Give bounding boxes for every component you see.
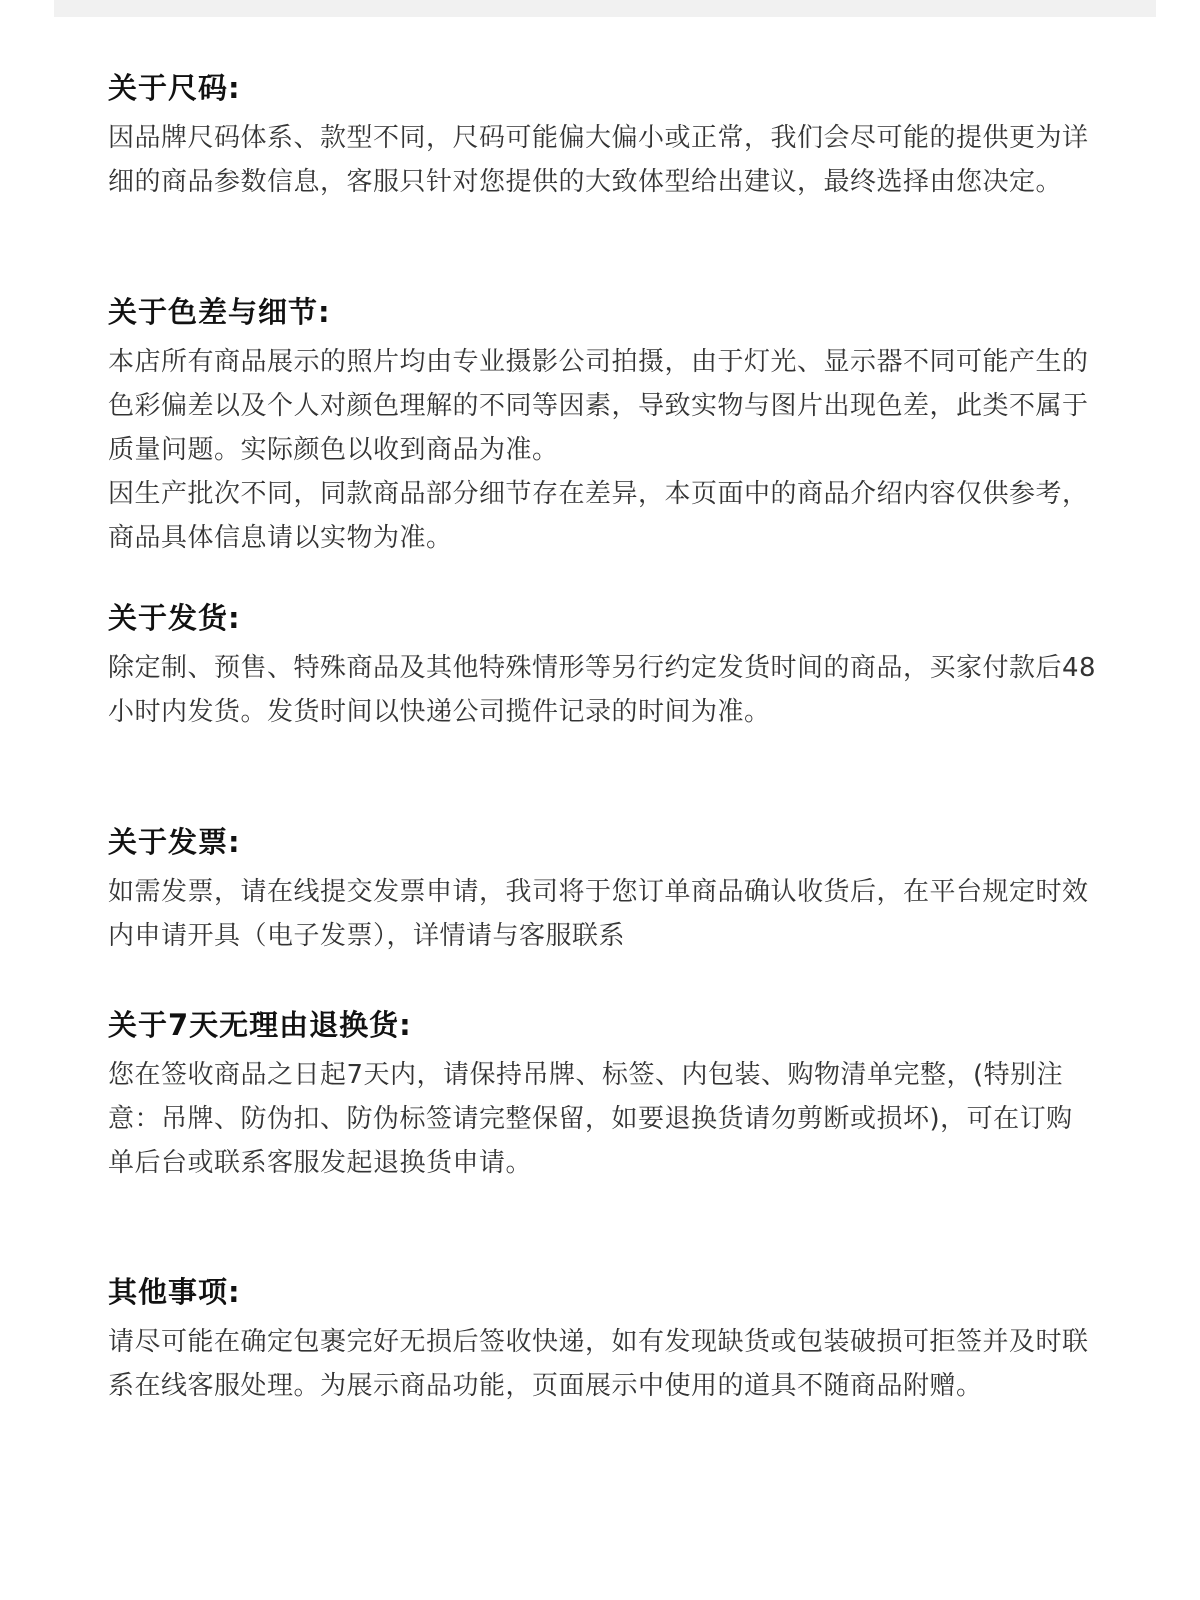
section-color-detail [108, 290, 1098, 560]
section-title-invoice: 关于发票: [108, 825, 241, 859]
section-size [108, 66, 1098, 204]
section-other [108, 1270, 1098, 1408]
section-title-shipping: 关于发货: [108, 601, 241, 635]
section-title-size: 关于尺码: [108, 71, 241, 105]
section-text-invoice: 如需发票，请在线提交发票申请，我司将于您订单商品确认收货后，在平台规定时效内申请开具（电子发票），详情请与客服联系 [108, 877, 1089, 951]
section-title-returns: 关于7天无理由退换货: [108, 1008, 412, 1042]
section-returns [108, 1003, 1098, 1185]
section-text-color: 本店所有商品展示的照片均由专业摄影公司拍摄，由于灯光、显示器不同可能产生的色彩偏差以及个人对颜色理解的不同等因素，导致实物与图片出现色差，此类不属于质量问题。实际颜色以收到商品为准。 [108, 347, 1089, 465]
section-text-other: 请尽可能在确定包裹完好无损后签收快递，如有发现缺货或包装破损可拒签并及时联系在线客服处理。为展示商品功能，页面展示中使用的道具不随商品附赠。 [108, 1327, 1089, 1401]
section-text-shipping: 除定制、预售、特殊商品及其他特殊情形等另行约定发货时间的商品，买家付款后48小时内发货。发货时间以快递公司揽件记录的时间为准。 [108, 653, 1097, 727]
section-text-returns: 您在签收商品之日起7天内，请保持吊牌、标签、内包装、购物清单完整，(特别注意：吊牌、防伪扣、防伪标签请完整保留，如要退换货请勿剪断或损坏)，可在订购单后台或联系客服发起退换货申请。 [108, 1060, 1073, 1178]
section-text-detail: 因生产批次不同，同款商品部分细节存在差异，本页面中的商品介绍内容仅供参考，商品具体信息请以实物为准。 [108, 479, 1089, 553]
top-divider-bar [54, 0, 1156, 17]
section-title-color-detail: 关于色差与细节: [108, 295, 331, 329]
section-shipping [108, 596, 1098, 734]
section-title-other: 其他事项: [108, 1275, 241, 1309]
section-invoice [108, 820, 1098, 958]
section-text-size: 因品牌尺码体系、款型不同，尺码可能偏大偏小或正常，我们会尽可能的提供更为详细的商品参数信息，客服只针对您提供的大致体型给出建议，最终选择由您决定。 [108, 123, 1089, 197]
